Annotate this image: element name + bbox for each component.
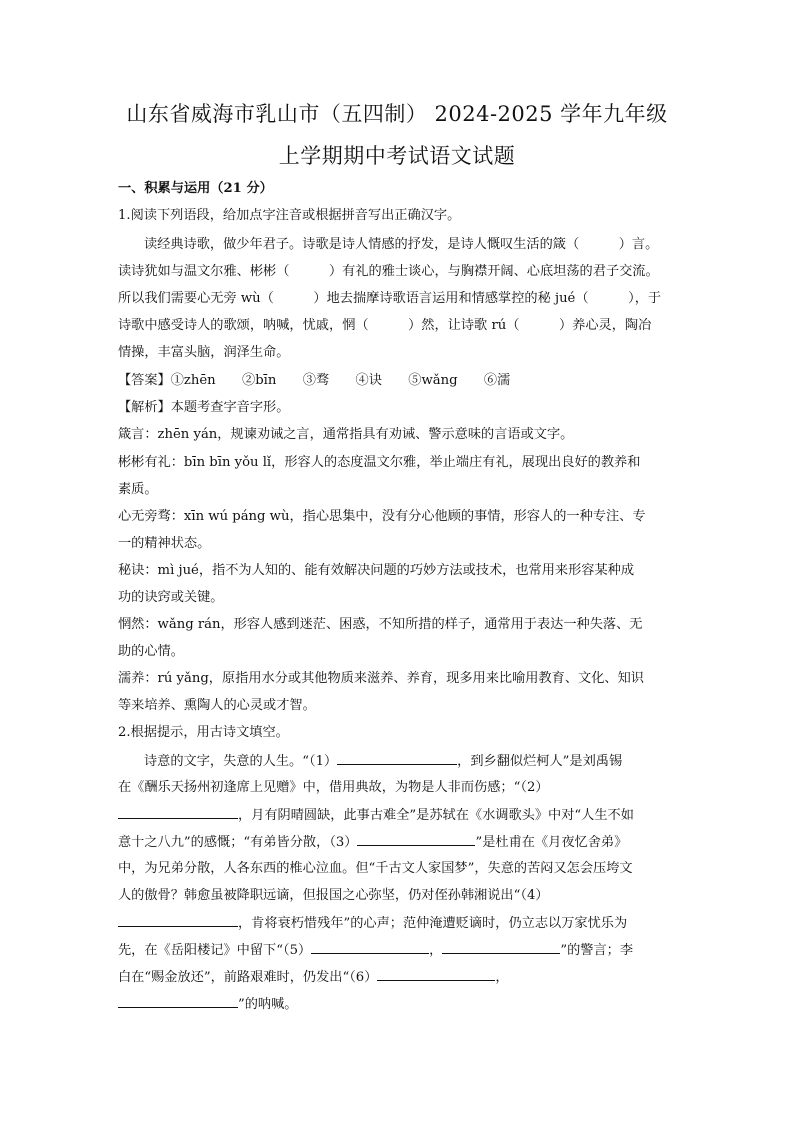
explanation-line: 惘然：wǎng rán，形容人感到迷茫、困惑，不知所措的样子，通常用于表达一种失落、无 [118,617,643,632]
explanation-line: 彬彬有礼：bīn bīn yǒu lǐ，形容人的态度温文尔雅，举止端庄有礼，展现出良好的教养和 [118,455,641,470]
title-line-2: 上学期期中考试语文试题 [278,144,516,168]
passage-line: 情操，丰富头脑，润泽生命。 [118,345,290,360]
explanation-line: 助的心情。 [118,644,184,659]
explanation-line: 秘诀：mì jué，指不为人知的、能有效解决问题的巧妙方法或技术，也常用来形容某种成 [118,563,635,578]
fill-line [118,806,678,825]
passage-line: 所以我们需要心无旁 wù（ ）地去揣摩诗歌语言运用和情感掌控的秘 jué（ ），于 [118,291,662,306]
fill-blank-6b[interactable] [118,995,238,1008]
analysis-label: 【解析】本题考查字音字形。 [118,400,290,415]
explanation-line: 箴言：zhēn yán，规谏劝诫之言，通常指具有劝诫、警示意味的言语或文字。 [118,427,574,442]
fill-line [118,914,678,933]
fill-line [118,968,678,987]
fill-line: 中，为兄弟分散，人各东西的椎心泣血。但“千古文人家国梦”，失意的苦闷又怎会压垮文 [118,861,633,876]
fill-line [118,995,678,1014]
explanation-line: 濡养：rú yǎng，原指用水分或其他物质来滋养、养育，现多用来比喻用教育、文化、知识 [118,671,644,686]
fill-line [118,941,678,960]
fill-text: ，到乡翻似烂柯人”是刘禹锡 [457,754,623,769]
fill-text: ， [429,943,443,958]
fill-blank-2[interactable] [118,806,238,819]
question-2-prompt: 2.根据提示，用古诗文填空。 [118,725,289,740]
explanation-line: 等来培养、熏陶人的心灵或才智。 [118,698,316,713]
fill-text: ”的警言；李 [560,943,634,958]
passage-line: 读经典诗歌，做少年君子。诗歌是诗人情感的抒发，是诗人慨叹生活的箴（ ）言。 [144,237,659,252]
fill-text: ， [495,970,509,985]
fill-text: 白在“赐金放还”，前路艰难时，仍发出“（6） [118,970,378,985]
passage-line: 诗歌中感受诗人的歌颂，呐喊，忧戚，惘（ ）然，让诗歌 rú（ ）养心灵，陶冶 [118,318,652,333]
fill-text: ，月有阴晴圆缺，此事古难全”是苏轼在《水调歌头》中对“人生不如 [238,808,634,823]
fill-text: 意十之八九”的感慨；“有弟皆分散，（3） [118,835,358,850]
fill-text: ”是杜甫在《月夜忆舍弟》 [475,835,628,850]
explanation-line: 功的诀窍或关键。 [118,590,224,605]
fill-line [118,833,678,852]
section-heading: 一、积累与运用（21 分） [118,181,273,196]
title-line-1: 山东省威海市乳山市（五四制） 2024-2025 学年九年级 [126,102,668,126]
answer-line: 【答案】①zhēn ②bīn ③骛 ④诀 ⑤wǎng ⑥濡 [118,373,511,388]
fill-blank-6a[interactable] [377,968,495,981]
fill-line: 人的傲骨？韩愈虽被降职远谪，但报国之心弥坚，仍对侄孙韩湘说出“（4） [118,888,549,903]
explanation-line: 心无旁骛：xīn wú páng wù，指心思集中，没有分心他顾的事情，形容人的一种专注、专 [118,509,646,524]
fill-text: 诗意的文字，失意的人生。“（1） [144,754,338,769]
fill-blank-5a[interactable] [311,941,429,954]
passage-line: 读诗犹如与温文尔雅、彬彬（ ）有礼的雅士谈心，与胸襟开阔、心底坦荡的君子交流。 [118,264,659,279]
fill-blank-1[interactable] [337,752,457,765]
fill-text: ”的呐喊。 [238,997,298,1012]
fill-text: ，肯将衰朽惜残年”的心声；范仲淹遭贬谪时，仍立志以万家忧乐为 [238,916,628,931]
question-1-prompt: 1.阅读下列语段，给加点字注音或根据拼音写出正确汉字。 [118,208,461,223]
fill-text: 先，在《岳阳楼记》中留下“（5） [118,943,312,958]
explanation-line: 素质。 [118,482,158,497]
fill-blank-4[interactable] [118,914,238,927]
fill-line [144,752,704,771]
fill-line: 在《酬乐天扬州初逢席上见赠》中，借用典故，为物是人非而伤感；“（2） [118,780,549,795]
explanation-line: 一的精神状态。 [118,536,211,551]
fill-blank-3[interactable] [357,833,475,846]
fill-blank-5b[interactable] [442,941,560,954]
